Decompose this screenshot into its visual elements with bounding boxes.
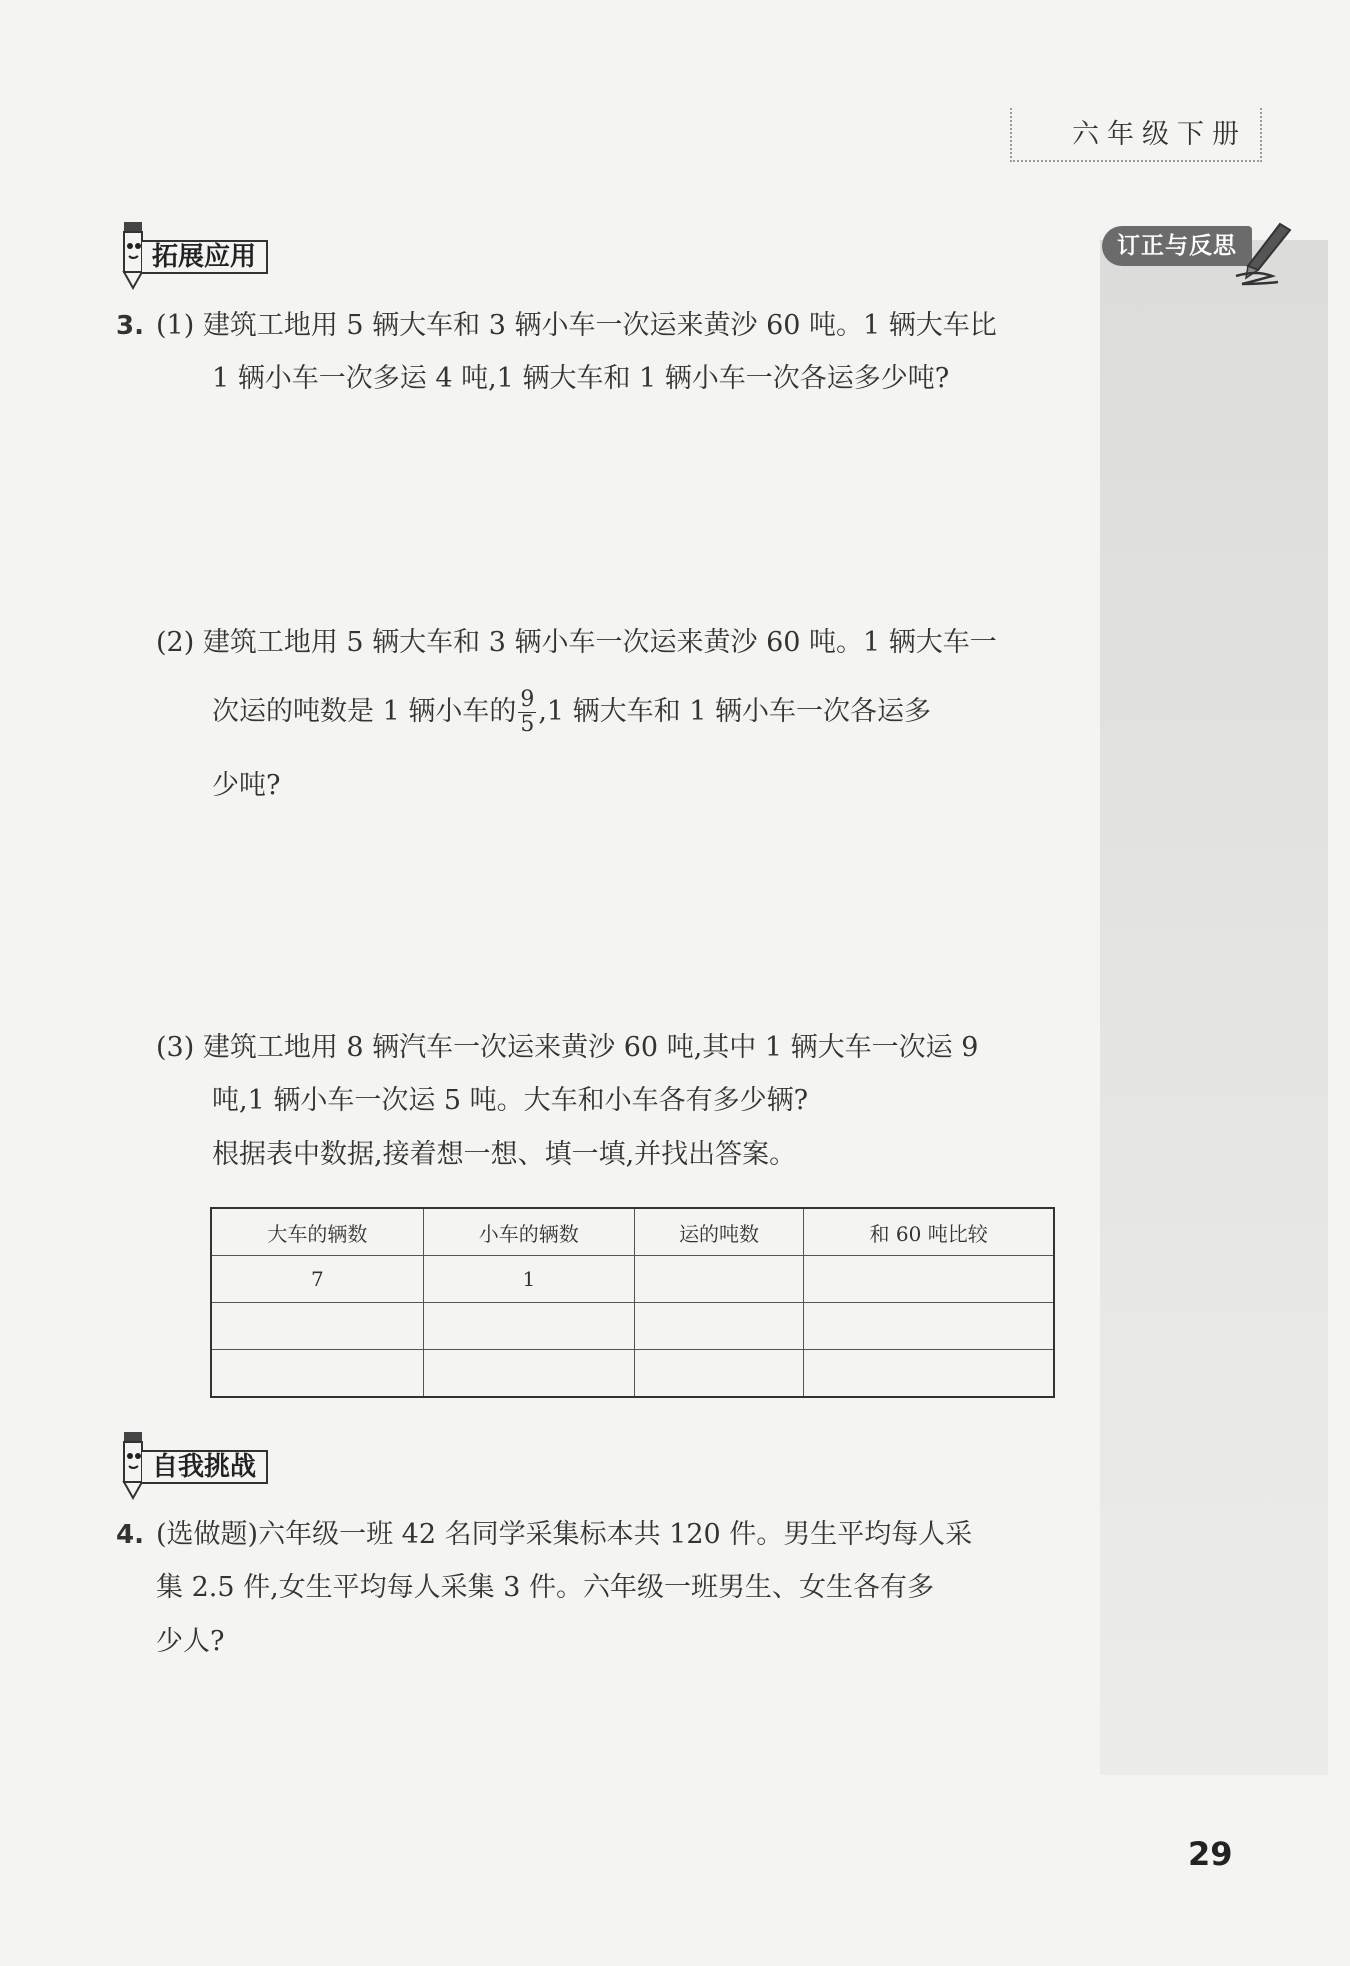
table-cell[interactable]	[634, 1256, 803, 1303]
page-number: 29	[1188, 1835, 1233, 1873]
q3-part1-line1: (1) 建筑工地用 5 辆大车和 3 辆小车一次运来黄沙 60 吨。1 辆大车比	[156, 310, 997, 341]
table-cell[interactable]	[211, 1303, 423, 1350]
table-header-cell: 大车的辆数	[211, 1208, 423, 1256]
section-self-challenge	[118, 1438, 318, 1486]
q3-part2-line2: 次运的吨数是 1 辆小车的 $\frac{9}{5}$ ,1 辆大车和 1 辆小车一次各运多	[212, 687, 932, 737]
header-title: 六年级下册	[1072, 119, 1247, 150]
table-cell[interactable]: 1	[423, 1256, 634, 1303]
table-row	[211, 1256, 1054, 1303]
q3-part3-line1: (3) 建筑工地用 8 辆汽车一次运来黄沙 60 吨,其中 1 辆大车一次运 9	[156, 1032, 979, 1063]
section-title: 拓展应用	[142, 240, 268, 274]
question-4-number: 4.	[116, 1520, 144, 1550]
table-header-cell: 和 60 吨比较	[804, 1208, 1054, 1256]
table-cell[interactable]	[211, 1350, 423, 1398]
question-3-number: 3.	[116, 311, 144, 341]
table-cell[interactable]	[423, 1303, 634, 1350]
q4-line3: 少人?	[156, 1626, 225, 1657]
q3-part3-line2: 吨,1 辆小车一次运 5 吨。大车和小车各有多少辆?	[212, 1085, 809, 1116]
fraction-nine-fifths: $\frac{9}{5}$	[520, 687, 535, 737]
correction-reflection-panel	[1100, 240, 1328, 1775]
table-row	[211, 1350, 1054, 1398]
table-cell[interactable]	[634, 1350, 803, 1398]
table-cell[interactable]	[804, 1303, 1054, 1350]
q4-line2: 集 2.5 件,女生平均每人采集 3 件。六年级一班男生、女生各有多	[156, 1572, 935, 1603]
q3-part2-line1: (2) 建筑工地用 5 辆大车和 3 辆小车一次运来黄沙 60 吨。1 辆大车一	[156, 627, 997, 658]
table-cell[interactable]	[804, 1350, 1054, 1398]
table-cell[interactable]: 7	[211, 1256, 423, 1303]
trial-table	[210, 1207, 1055, 1398]
q3-part3-line3: 根据表中数据,接着想一想、填一填,并找出答案。	[212, 1139, 797, 1170]
q3-part2-line3: 少吨?	[212, 770, 281, 801]
table-header-cell: 运的吨数	[634, 1208, 803, 1256]
table-header-cell: 小车的辆数	[423, 1208, 634, 1256]
section-extend-application	[118, 228, 318, 276]
table-row	[211, 1303, 1054, 1350]
q3-part1-line2: 1 辆小车一次多运 4 吨,1 辆大车和 1 辆小车一次各运多少吨?	[212, 363, 950, 394]
table-cell[interactable]	[634, 1303, 803, 1350]
table-cell[interactable]	[423, 1350, 634, 1398]
pen-icon	[1232, 220, 1298, 288]
table-cell[interactable]	[804, 1256, 1054, 1303]
section-title: 自我挑战	[142, 1450, 268, 1484]
q4-line1: (选做题)六年级一班 42 名同学采集标本共 120 件。男生平均每人采	[156, 1519, 973, 1550]
side-panel-label: 订正与反思	[1102, 226, 1252, 266]
table-header-row	[211, 1208, 1054, 1256]
